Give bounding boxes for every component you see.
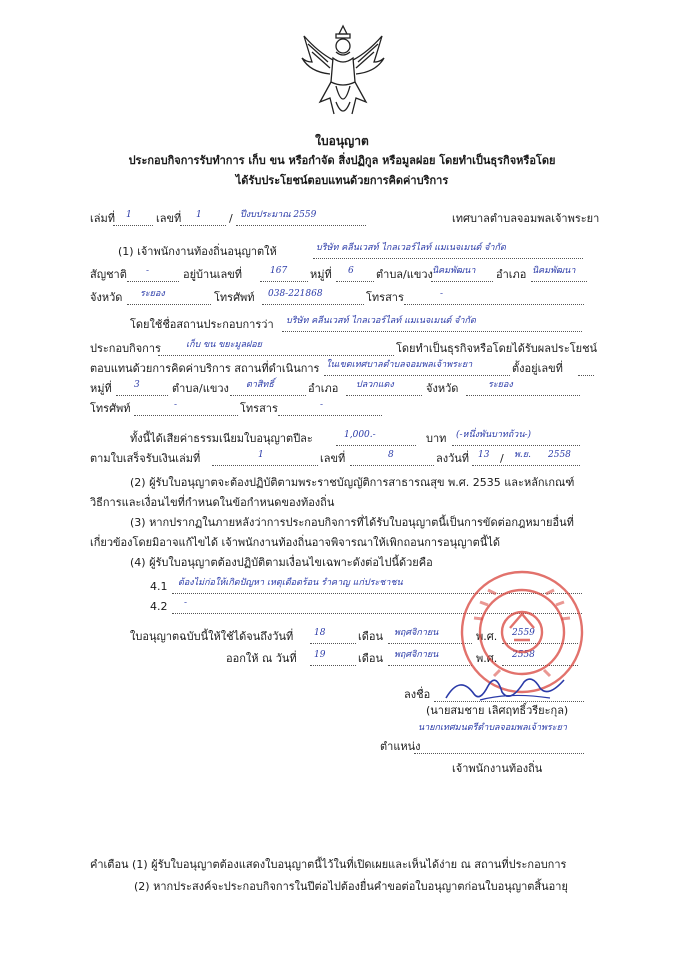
premises-fax-label: โทรสาร	[240, 402, 278, 415]
fax-value: -	[440, 289, 444, 299]
location-suffix: ตั้งอยู่เลขที่	[512, 362, 563, 375]
book-label: เล่มที่	[90, 212, 116, 225]
premises-moo-label: หมู่ที่	[90, 382, 112, 395]
clause3-line-1: (3) หากปรากฏในภายหลังว่าการประกอบกิจการที่ได้รับใบอนุญาตนี้เป็นการขัดต่อกฎหมายอื่นที่	[130, 516, 574, 529]
receipt-date-label: ลงวันที่	[436, 452, 470, 465]
fee-amount-text: (-หนึ่งพันบาทถ้วน-)	[456, 430, 532, 440]
permit-title: ใบอนุญาต	[315, 134, 369, 148]
receipt-month: พ.ย.	[514, 450, 531, 460]
phone-label: โทรศัพท์	[214, 291, 255, 304]
condition-4-1-label: 4.1	[150, 580, 168, 593]
fax-label: โทรสาร	[366, 291, 404, 304]
premises-moo-value: 3	[134, 380, 140, 390]
nationality-label: สัญชาติ	[90, 268, 127, 281]
subdistrict-value: นิคมพัฒนา	[432, 266, 476, 276]
fiscal-year: ปีงบประมาณ 2559	[240, 210, 317, 220]
receipt-book: 1	[258, 450, 264, 460]
receipt-year: 2558	[548, 450, 571, 460]
permit-number: 1	[196, 210, 202, 220]
warning-line-2: (2) หากประสงค์จะประกอบกิจการในปีต่อไปต้องยื่นคำขอต่อใบอนุญาตก่อนใบอนุญาตสิ้นอายุ	[134, 880, 568, 893]
premises-fax-value: -	[320, 400, 324, 410]
warning-line-1: คำเตือน (1) ผู้รับใบอนุญาตต้องแสดงใบอนุญาตนี้ไว้ในที่เปิดเผยและเห็นได้ง่าย ณ สถานที่ประกอบการ	[90, 858, 567, 871]
fee-amount: 1,000.-	[344, 430, 376, 440]
fee-prefix: ทั้งนี้ได้เสียค่าธรรมเนียมใบอนุญาตปีละ	[130, 432, 313, 445]
condition-4-2-label: 4.2	[150, 600, 168, 613]
location-prefix: ตอบแทนด้วยการคิดค่าบริการ สถานที่ดำเนินการ	[90, 362, 320, 375]
issued-month: พฤศจิกายน	[394, 650, 439, 660]
signer-title-stamp: นายกเทศมนตรีตำบลจอมพลเจ้าพระยา	[418, 723, 567, 733]
clause2-line-2: วิธีการและเงื่อนไขที่กำหนดในข้อกำหนดของท้องถิ่น	[90, 496, 335, 509]
issued-month-label: เดือน	[358, 652, 384, 665]
phone-value: 038-221868	[268, 289, 323, 299]
clause2-line-1: (2) ผู้รับใบอนุญาตจะต้องปฏิบัติตามพระราชบัญญัติการสาธารณสุข พ.ศ. 2535 และหลักเกณฑ์	[130, 476, 575, 489]
clause1-prefix: (1) เจ้าพนักงานท้องถิ่นอนุญาตให้	[118, 245, 277, 258]
moo-label: หมู่ที่	[310, 268, 332, 281]
valid-until-prefix: ใบอนุญาตฉบับนี้ให้ใช้ได้จนถึงวันที่	[130, 630, 294, 643]
house-number-label: อยู่บ้านเลขที่	[183, 268, 243, 281]
moo-value: 6	[348, 266, 354, 276]
receipt-number-label: เลขที่	[320, 452, 346, 465]
receipt-slash: /	[500, 452, 504, 465]
business-suffix: โดยทำเป็นธุรกิจหรือโดยได้รับผลประโยชน์	[396, 342, 598, 355]
issued-year-label: พ.ศ.	[476, 652, 498, 665]
grantee-name: บริษัท คลีนเวสท์ ไกลเวอร์ไลท์ แมเนจเมนต์ จำกัด	[316, 243, 506, 253]
position-label: ตำแหน่ง	[380, 740, 421, 753]
receipt-prefix: ตามใบเสร็จรับเงินเล่มที่	[90, 452, 201, 465]
receipt-day: 13	[478, 450, 490, 460]
baht-label: บาท	[426, 432, 447, 445]
clause4-line: (4) ผู้รับใบอนุญาตต้องปฏิบัติตามเงื่อนไขเฉพาะดังต่อไปนี้ด้วยคือ	[130, 556, 433, 569]
valid-until-year: 2559	[512, 628, 535, 638]
premises-district-value: ปลวกแดง	[356, 380, 394, 390]
premises-phone-label: โทรศัพท์	[90, 402, 131, 415]
condition-4-1-text: ต้องไม่ก่อให้เกิดปัญหา เหตุเดือดร้อน รำคาญ แก่ประชาชน	[178, 578, 403, 588]
number-label: เลขที่	[156, 212, 182, 225]
premises-subdistrict-label: ตำบล/แขวง	[172, 382, 229, 395]
premises-name: บริษัท คลีนเวสท์ ไกลเวอร์ไลท์ แมเนจเมนต์ จำกัด	[286, 316, 476, 326]
subdistrict-label: ตำบล/แขวง	[376, 268, 433, 281]
receipt-number: 8	[388, 450, 394, 460]
issuing-authority: เทศบาลตำบลจอมพลเจ้าพระยา	[452, 212, 600, 225]
slash: /	[229, 212, 233, 225]
business-type: เก็บ ขน ขยะมูลฝอย	[186, 340, 262, 350]
district-label: อำเภอ	[496, 268, 527, 281]
province-value: ระยอง	[140, 289, 165, 299]
premises-name-prefix: โดยใช้ชื่อสถานประกอบการว่า	[130, 318, 274, 331]
premises-location: ในเขตเทศบาลตำบลจอมพลเจ้าพระยา	[326, 360, 473, 370]
nationality-value: -	[146, 266, 150, 276]
issued-day: 19	[314, 650, 326, 660]
valid-month-label: เดือน	[358, 630, 384, 643]
premises-phone-value: -	[174, 400, 178, 410]
business-label: ประกอบกิจการ	[90, 342, 161, 355]
premises-subdistrict-value: ตาสิทธิ์	[246, 380, 274, 390]
valid-until-month: พฤศจิกายน	[394, 628, 439, 638]
premises-district-label: อำเภอ	[308, 382, 339, 395]
handwritten-signature	[440, 668, 570, 708]
garuda-emblem	[300, 22, 386, 122]
district-value: นิคมพัฒนา	[532, 266, 576, 276]
premises-province-value: ระยอง	[488, 380, 513, 390]
signer-name: (นายสมชาย เลิศฤทธิ์วรียะกุล)	[426, 704, 569, 717]
issued-prefix: ออกให้ ณ วันที่	[226, 652, 297, 665]
book-number: 1	[126, 210, 132, 220]
valid-year-label: พ.ศ.	[476, 630, 498, 643]
house-number-value: 167	[270, 266, 288, 276]
local-official-title: เจ้าพนักงานท้องถิ่น	[452, 762, 543, 775]
valid-until-day: 18	[314, 628, 326, 638]
clause3-line-2: เกี่ยวข้องโดยมิอาจแก้ไขได้ เจ้าพนักงานท้องถิ่นอาจพิจารณาให้เพิกถอนการอนุญาตนี้ได้	[90, 536, 501, 549]
condition-4-2-text: -	[184, 598, 188, 608]
premises-province-label: จังหวัด	[426, 382, 459, 395]
issued-year: 2558	[512, 650, 535, 660]
sign-label: ลงชื่อ	[404, 688, 431, 701]
permit-subtitle-line-2: ได้รับประโยชน์ตอบแทนด้วยการคิดค่าบริการ	[235, 174, 449, 187]
province-label: จังหวัด	[90, 291, 123, 304]
permit-subtitle-line-1: ประกอบกิจการรับทำการ เก็บ ขน หรือกำจัด สิ่งปฏิกูล หรือมูลฝอย โดยทำเป็นธุรกิจหรือโดย	[128, 154, 556, 167]
